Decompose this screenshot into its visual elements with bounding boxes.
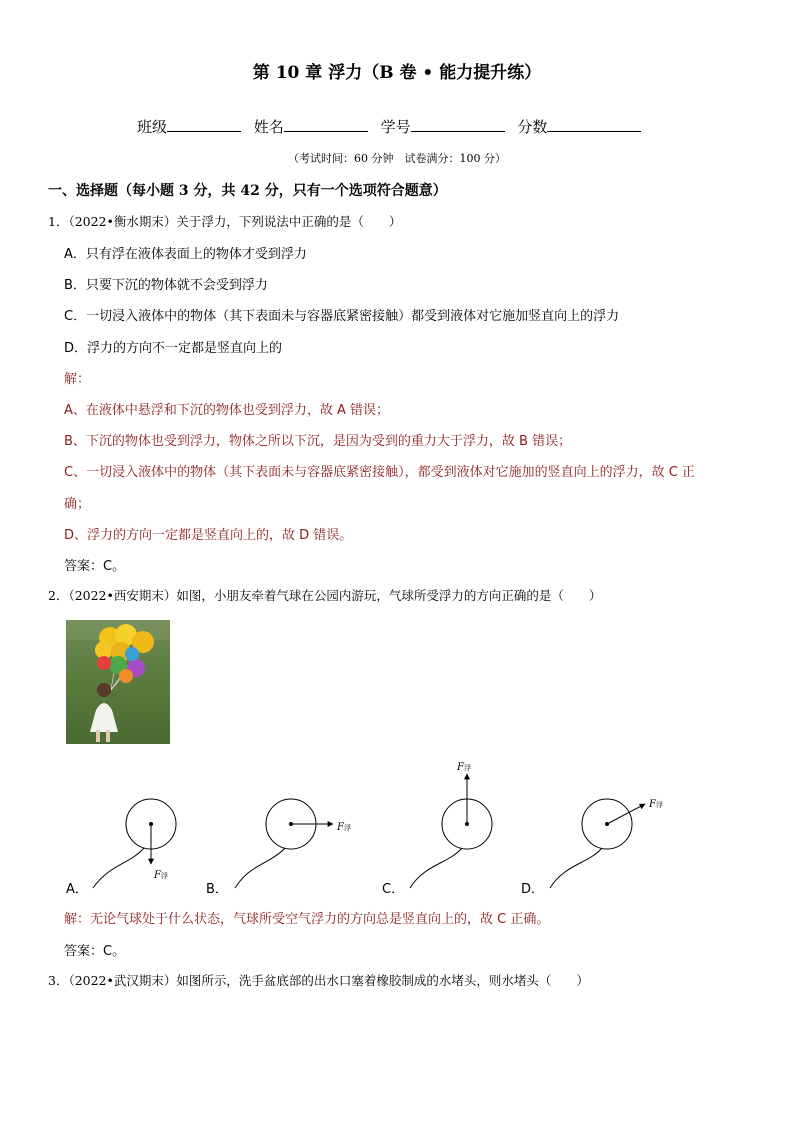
q2-option-c-label: C． <box>382 882 405 897</box>
q1-solution-label: 解： <box>64 372 91 387</box>
section-heading: 一、选择题（每小题 3 分，共 42 分，只有一个选项符合题意） <box>48 183 447 199</box>
q1-solution-line: B、下沉的物体也受到浮力，物体之所以下沉，是因为受到的重力大于浮力，故 B 错误； <box>64 434 572 449</box>
student-id-blank <box>411 117 505 132</box>
student-info-row <box>137 116 649 137</box>
force-label-b: F浮 <box>337 822 351 833</box>
option-c-balloon <box>410 762 492 888</box>
q2-option-b-label: B． <box>206 882 228 897</box>
balloon-force-options-diagram <box>60 752 700 897</box>
page-title: 第 10 章 浮力（B 卷 • 能力提升练） <box>252 63 542 83</box>
option-b-balloon <box>235 799 351 888</box>
force-label-d: F浮 <box>649 799 663 810</box>
q1-option-a: A．只有浮在液体表面上的物体才受到浮力 <box>64 247 307 262</box>
q2-option-d-label: D． <box>521 882 545 897</box>
option-a-balloon <box>93 799 176 888</box>
score-blank <box>547 117 641 132</box>
exam-meta: （考试时间：60 分钟 试卷满分：100 分） <box>288 152 506 165</box>
q1-option-b: B．只要下沉的物体就不会受到浮力 <box>64 278 268 293</box>
q1-option-d: D．浮力的方向不一定都是竖直向上的 <box>64 341 283 356</box>
q2-stem: 2．（2022•西安期末）如图，小朋友牵着气球在公园内游玩，气球所受浮力的方向正确的是（ ） <box>48 588 602 603</box>
name-blank <box>284 117 368 132</box>
q1-answer: 答案：C。 <box>64 559 126 574</box>
q1-solution-line: C、一切浸入液体中的物体（其下表面未与容器底紧密接触），都受到液体对它施加的竖直向上的浮力，故 C 正 <box>64 465 695 480</box>
q1-option-c: C．一切浸入液体中的物体（其下表面未与容器底紧密接触）都受到液体对它施加竖直向上的浮力 <box>64 309 620 324</box>
name-label: 姓名 <box>253 118 284 136</box>
q1-solution-line: A、在液体中悬浮和下沉的物体也受到浮力，故 A 错误； <box>64 403 390 418</box>
q1-solution-line: D、浮力的方向一定都是竖直向上的，故 D 错误。 <box>64 528 353 543</box>
child-with-balloons-photo <box>66 620 170 744</box>
q2-option-a-label: A． <box>66 882 88 897</box>
option-d-balloon <box>550 799 663 888</box>
force-label-a: F浮 <box>154 870 168 881</box>
student-id-label: 学号 <box>380 118 411 136</box>
class-blank <box>167 117 241 132</box>
q1-solution-line: 确； <box>64 497 91 512</box>
q1-stem: 1．（2022•衡水期末）关于浮力，下列说法中正确的是（ ） <box>48 214 402 229</box>
q3-stem: 3．（2022•武汉期末）如图所示，洗手盆底部的出水口塞着橡胶制成的水堵头，则水堵头（ ） <box>48 973 589 988</box>
force-label-c: F浮 <box>457 762 471 773</box>
q2-answer: 答案：C。 <box>64 944 126 959</box>
q2-solution: 解：无论气球处于什么状态，气球所受空气浮力的方向总是竖直向上的，故 C 正确。 <box>64 912 550 927</box>
score-label: 分数 <box>517 118 548 136</box>
class-label: 班级 <box>137 118 168 136</box>
